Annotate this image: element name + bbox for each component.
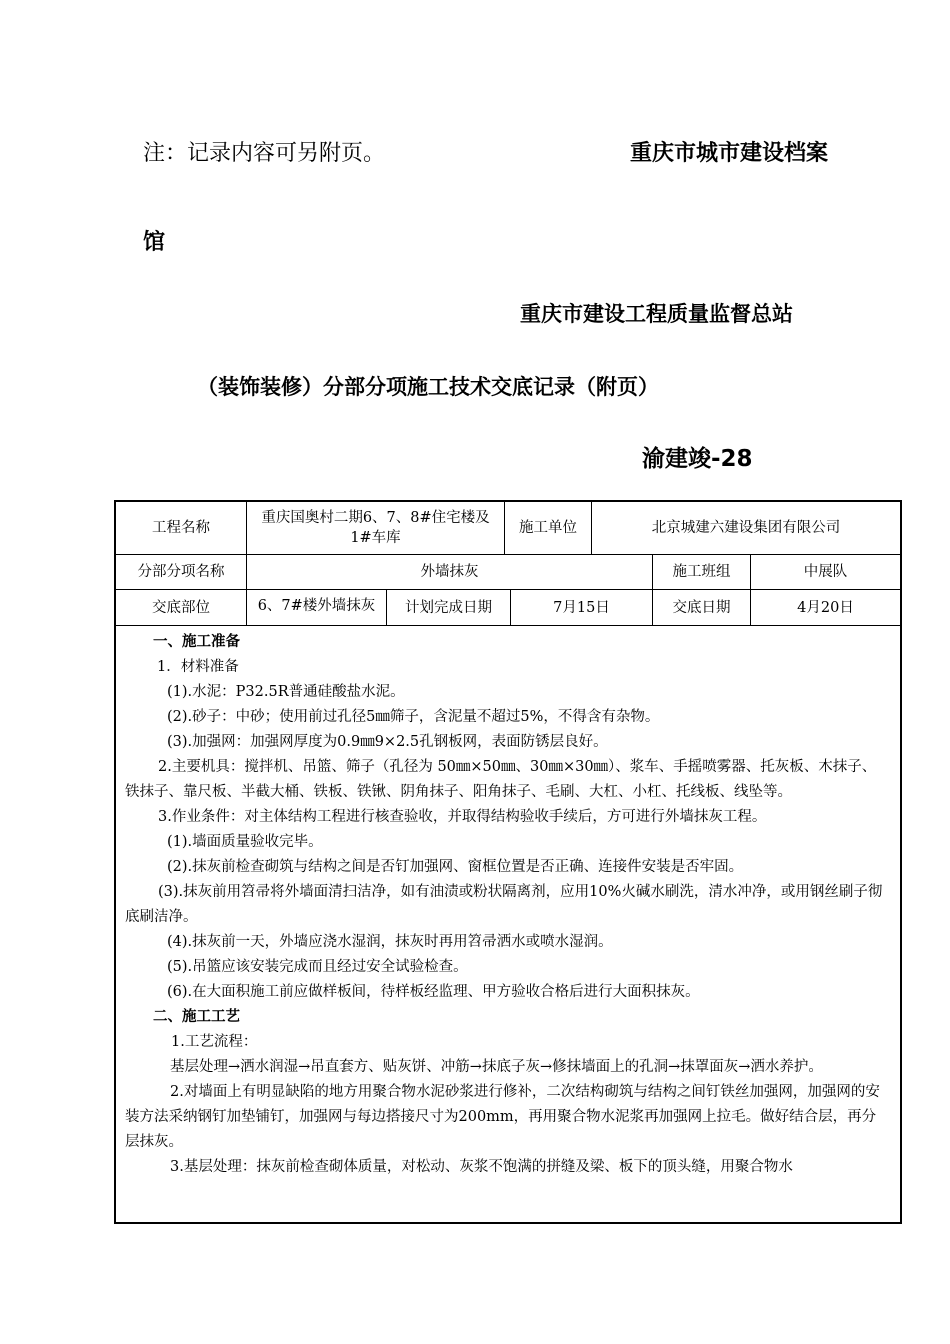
project-name-label: 工程名称 <box>116 502 247 555</box>
construction-unit-label: 施工单位 <box>505 502 592 555</box>
disclosure-location-value: 6、7#楼外墙抹灰 <box>247 590 387 626</box>
content-line: (2).砂子：中砂；使用前过孔径5㎜筛子，含泥量不超过5%，不得含有杂物。 <box>167 709 660 725</box>
subdivision-name-value: 外墙抹灰 <box>247 555 653 590</box>
document-title: （装饰装修）分部分项施工技术交底记录（附页） <box>197 375 659 399</box>
section-heading: 一、施工准备 <box>153 634 240 650</box>
content-paragraph: 3.基层处理：抹灰前检查砌体质量，对松动、灰浆不饱满的拼缝及梁、板下的顶头缝，用聚合物水 <box>170 1159 793 1175</box>
content-line: (3).加强网：加强网厚度为0.9㎜9×2.5孔钢板网，表面防锈层良好。 <box>167 734 608 750</box>
content-line: (6).在大面积施工前应做样板间，待样板经监理、甲方验收合格后进行大面积抹灰。 <box>167 984 700 1000</box>
subdivision-name-label: 分部分项名称 <box>116 555 247 590</box>
supervision-station: 重庆市建设工程质量监督总站 <box>520 302 793 326</box>
construction-team-label: 施工班组 <box>653 555 751 590</box>
content-paragraph: 2.对墙面上有明显缺陷的地方用聚合物水泥砂浆进行修补，二次结构砌筑与结构之间钉铁丝加强网，加强网的安装方法采纳钢钉加垫铺钉，加强网与每边搭接尺寸为200mm，再用聚合物水泥浆再加强网上拉毛。做好结合层，再分层抹灰。 <box>125 1084 880 1150</box>
content-paragraph: (3).抹灰前用笤帚将外墙面清扫洁净，如有油渍或粉状隔离剂，应用10%火碱水刷洗，清水冲净，或用钢丝刷子彻底刷洁净。 <box>125 884 883 925</box>
project-name-value: 重庆国奥村二期6、7、8#住宅楼及1#车库 <box>247 502 505 555</box>
note-text: 注：记录内容可另附页。 <box>143 141 386 166</box>
archive-name-line1: 重庆市城市建设档案 <box>630 141 829 166</box>
section-heading: 二、施工工艺 <box>153 1009 240 1025</box>
archive-name-line2: 馆 <box>143 230 166 255</box>
content-paragraph: 基层处理→洒水润湿→吊直套方、贴灰饼、冲筋→抹底子灰→修抹墙面上的孔洞→抹罩面灰→洒水养护。 <box>170 1059 823 1075</box>
record-table <box>114 500 902 1224</box>
disclosure-date-label: 交底日期 <box>653 590 751 626</box>
content-line: (2).抹灰前检查砌筑与结构之间是否钉加强网、窗框位置是否正确、连接件安装是否牢固。 <box>167 859 744 875</box>
content-line: (1).水泥：P32.5R普通硅酸盐水泥。 <box>167 684 405 700</box>
construction-team-value: 中展队 <box>751 555 900 590</box>
disclosure-date-value: 4月20日 <box>751 590 900 626</box>
disclosure-location-label: 交底部位 <box>116 590 247 626</box>
content-line: (5).吊篮应该安装完成而且经过安全试验检查。 <box>167 959 468 975</box>
construction-unit-value: 北京城建六建设集团有限公司 <box>592 502 900 555</box>
content-line: (4).抹灰前一天，外墙应浇水湿润，抹灰时再用笤帚洒水或喷水湿润。 <box>167 934 613 950</box>
disclosure-content <box>116 626 900 1180</box>
content-line: (1).墙面质量验收完毕。 <box>167 834 323 850</box>
content-paragraph: 2.主要机具：搅拌机、吊篮、筛子（孔径为 50㎜×50㎜、30㎜×30㎜）、浆车、手摇喷雾器、托灰板、木抹子、铁抹子、靠尺板、半截大桶、铁板、铁锹、阴角抹子、阳角抹子、毛刷、大杠、小杠、托线板、线坠等。 <box>125 759 877 800</box>
form-code: 渝建竣-28 <box>642 446 753 472</box>
content-paragraph: 3.作业条件：对主体结构工程进行核查验收，并取得结构验收手续后，方可进行外墙抹灰工程。 <box>158 809 767 825</box>
planned-completion-label: 计划完成日期 <box>387 590 511 626</box>
content-line: 1．材料准备 <box>157 659 239 675</box>
planned-completion-value: 7月15日 <box>511 590 653 626</box>
content-line: 1.工艺流程： <box>171 1034 258 1050</box>
